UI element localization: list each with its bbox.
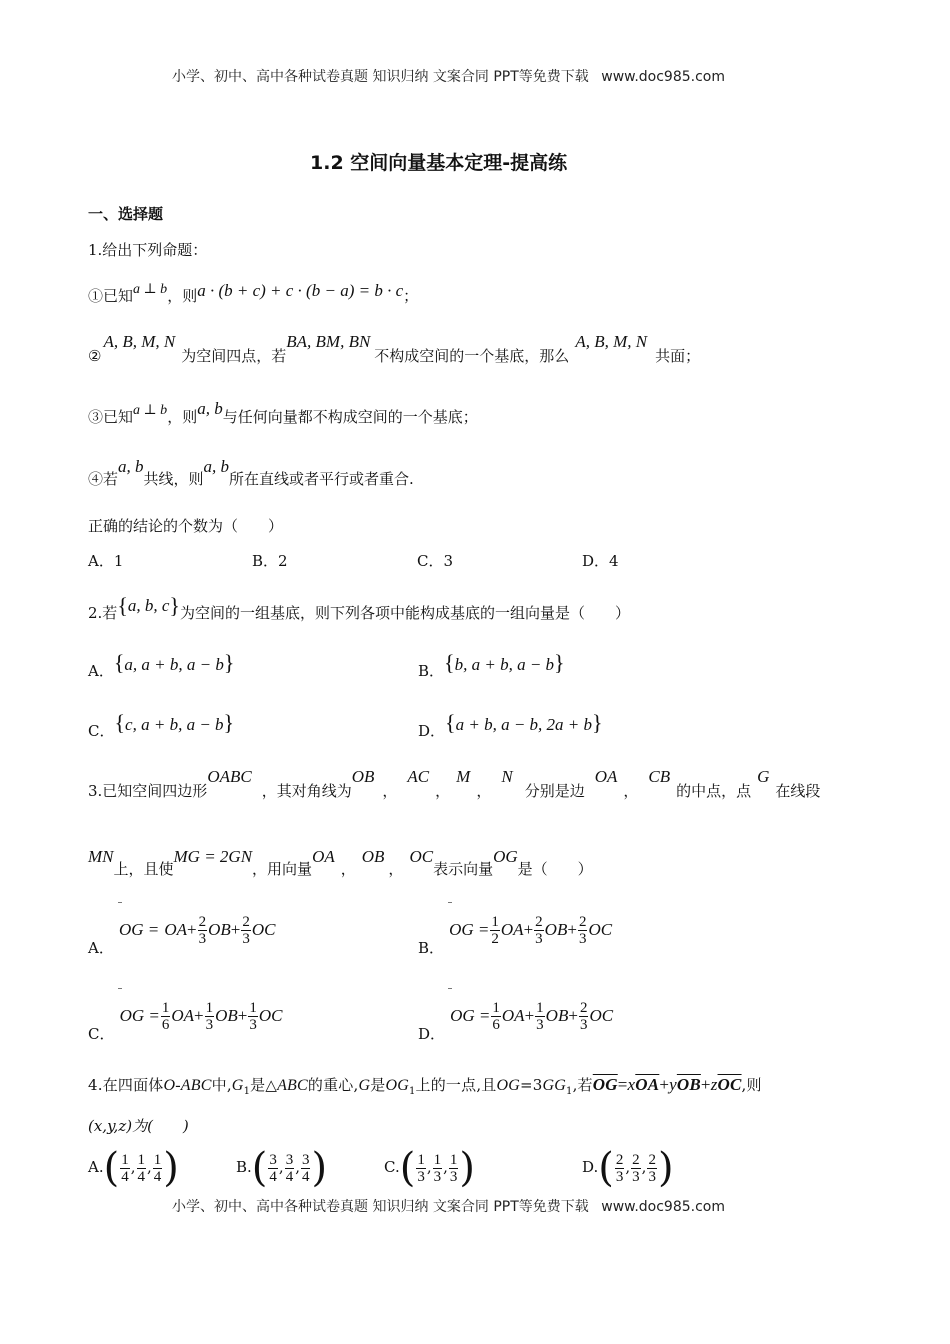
q1-proposition-2 [88,332,701,366]
subscript: 1 [566,1086,573,1097]
math: OC [258,1006,283,1025]
math: O-ABC [163,1077,212,1094]
math: OA [171,1006,195,1025]
math: OG = [450,1006,491,1025]
header-text: 小学、初中、高中各种试卷真题 知识归纳 文案合同 PPT等免费下载 [172,69,589,85]
text: 3.已知空间四边形 [88,782,208,800]
text: ，则 [167,408,198,426]
text: ， [476,782,492,800]
fraction [241,914,251,947]
fraction [491,1000,501,1033]
math: + [523,920,534,939]
q4-option-a [88,1145,179,1191]
numerator: 1 [449,1151,458,1168]
fraction [631,1152,641,1185]
q1-option-a: A．1 [88,552,124,570]
text: ， [382,782,398,800]
math: G [358,1077,371,1094]
text: 4.在四面体 [88,1076,164,1094]
option-label: B. [236,1158,252,1176]
comma: , [625,1158,631,1176]
text: ② [88,347,102,365]
q1-ask: 正确的结论的个数为（ ） [88,517,284,535]
numerator: 1 [492,1000,500,1016]
math: OC [588,920,613,939]
math: b, a + b, a − b [454,655,555,674]
brace-left: { [113,650,125,675]
section-heading: 一、选择题 [88,205,164,223]
paren-right: ) [311,1145,328,1191]
numerator: 1 [137,1151,145,1168]
denominator: 3 [632,1168,640,1185]
math: OG [496,1077,520,1094]
numerator: 1 [249,1000,257,1016]
option-label: A. [88,1158,104,1176]
text: ④若 [88,470,119,488]
denominator: 3 [579,1017,588,1033]
denominator: 3 [615,1168,624,1185]
comma: , [130,1158,136,1176]
math: OG [385,1077,409,1094]
text: 与任何向量都不构成空间的一个基底； [222,408,478,426]
text: 为空间的一组基底，则下列各项中能构成基底的一组向量是（ ） [179,604,630,622]
q3-stem-line1 [88,767,821,801]
numerator: 3 [269,1151,277,1168]
math: OA [164,920,187,939]
text: 的中点，点 [676,782,752,800]
paren-left: ( [103,1145,120,1191]
paren-right: ) [657,1145,674,1191]
comma: , [295,1158,300,1176]
text: 是（ ） [517,860,593,878]
numerator: 3 [285,1151,294,1168]
math: G [757,767,770,786]
text: 不构成空间的一个基底，那么 [374,347,570,365]
math: A, B, M, N [103,332,176,351]
math: OB [208,920,231,939]
math: a, b, c [127,596,170,615]
text: ③已知 [88,408,134,426]
fraction [301,1152,311,1185]
numerator: 1 [536,1000,544,1016]
q1-proposition-1 [88,281,419,306]
page-footer [172,1196,725,1216]
math: + [194,1006,204,1025]
vector: $\overline{OG}$ [592,1075,618,1094]
math: z [710,1075,718,1094]
brace-right: } [223,650,235,675]
option-label: C． [88,722,115,740]
paren-left: ( [399,1145,416,1191]
numerator: 2 [648,1151,656,1168]
text: 是△ [250,1076,278,1094]
math: N [501,767,513,786]
denominator: 3 [535,931,543,947]
text: 上，且使 [113,860,174,878]
q3-option-c [88,990,283,1043]
numerator: 1 [161,1000,170,1016]
text: ， [388,860,404,878]
footer-text: 小学、初中、高中各种试卷真题 知识归纳 文案合同 PPT等免费下载 [172,1199,589,1215]
q2-stem [88,593,630,624]
math: a + b, a − b, 2a + b [455,715,593,734]
numerator: 1 [417,1151,425,1168]
text: ， [623,782,639,800]
numerator: 2 [615,1151,624,1168]
vector-bar [448,988,452,989]
math: OC [589,1006,614,1025]
math: OA [594,767,618,786]
text: 分别是边 [524,782,585,800]
denominator: 4 [121,1168,129,1185]
math: + [700,1075,711,1094]
fraction [490,914,500,947]
math: BA, BM, BN [286,332,371,351]
comma: , [641,1158,647,1176]
text: ， [435,782,451,800]
option-label: D． [418,722,446,740]
header-url: www.doc985.com [601,69,725,85]
fraction [198,914,208,947]
q4-stem-line1 [88,1074,762,1097]
math: ABC [277,1077,308,1094]
option-label: C． [88,1025,115,1043]
q3-stem-line2 [88,847,593,879]
denominator: 3 [198,931,207,947]
math: OG = [119,1006,160,1025]
comma: , [278,1158,284,1176]
fraction [615,1152,625,1185]
brace-right: } [223,710,235,735]
vector-bar [118,988,122,989]
q1-option-c: C．3 [417,552,454,570]
math: + [568,1006,578,1025]
text: 共线，则 [143,470,204,488]
math: OG = [118,920,160,939]
numerator: 3 [301,1151,310,1168]
numerator: 2 [198,914,207,930]
numerator: 1 [491,914,499,930]
text: 是 [370,1076,386,1094]
numerator: 1 [121,1151,129,1168]
text: 中, [211,1076,232,1094]
math: OB [544,920,568,939]
text: ,则 [741,1076,762,1094]
brace-right: } [554,650,565,675]
text: ，其对角线为 [261,782,352,800]
fraction [268,1152,278,1185]
denominator: 3 [249,1017,257,1033]
option-label: D． [418,1025,446,1043]
text: 的重心, [307,1076,359,1094]
math: y [669,1075,677,1094]
q2-option-c [88,710,235,740]
text: 上的一点,且 [415,1076,497,1094]
math: a ⊥ b [133,403,168,418]
brace-right: } [592,710,603,735]
denominator: 3 [449,1168,458,1185]
denominator: 4 [137,1168,145,1185]
fraction [534,914,544,947]
numerator: 1 [433,1151,442,1168]
denominator: 4 [301,1168,310,1185]
vector: $\overline{OB}$ [676,1075,701,1094]
paren-right: ) [163,1145,179,1191]
text: ,若 [572,1076,593,1094]
denominator: 6 [161,1017,170,1033]
option-label: B． [418,939,445,957]
math: G [231,1077,244,1094]
math: OB [545,1006,569,1025]
math: CB [648,767,671,786]
math: OB [215,1006,238,1025]
math: + [659,1075,670,1094]
math: OABC [207,767,252,786]
fraction [647,1152,657,1185]
denominator: 3 [205,1017,214,1033]
numerator: 2 [242,914,250,930]
numerator: 2 [578,914,587,930]
denominator: 3 [648,1168,656,1185]
subscript: 1 [408,1086,416,1097]
numerator: 2 [535,914,543,930]
q2-option-d [418,710,603,740]
subscript: 1 [243,1086,251,1097]
brace-left: { [117,593,128,618]
math: + [524,1006,535,1025]
q3-option-b [418,904,613,957]
text: 表示向量 [433,860,494,878]
fraction [153,1152,163,1185]
text: =3 [520,1076,543,1094]
numerator: 1 [153,1151,162,1168]
comma: , [443,1158,448,1176]
math: x [627,1075,636,1094]
numerator: 1 [205,1000,214,1016]
page-header [172,66,725,86]
q4-stem-line2: (x,y,z)为( ) [88,1117,189,1135]
text: 在线段 [775,782,821,800]
text: 2.若 [88,604,118,622]
denominator: 3 [578,931,587,947]
fraction [535,1000,545,1033]
option-label: A． [88,662,114,680]
text: 所在直线或者平行或者重合. [229,470,414,488]
option-label: D. [582,1158,599,1176]
denominator: 2 [491,931,499,947]
q4-option-c [384,1145,475,1191]
denominator: 4 [269,1168,277,1185]
fraction [120,1152,130,1185]
paren-left: ( [251,1145,268,1191]
math: c, a + b, a − b [125,715,224,734]
math: OA [500,920,524,939]
paren-left: ( [598,1145,614,1191]
q2-option-a [88,650,235,680]
text: ， [340,860,356,878]
math: + [567,920,577,939]
fraction [416,1152,426,1185]
math: OB [361,847,385,866]
fraction [161,1000,171,1033]
option-label: C. [384,1158,400,1176]
math: OA [312,847,335,866]
text: 共面； [655,347,701,365]
denominator: 3 [242,931,250,947]
q4-option-d [582,1145,674,1191]
math: + [237,1006,248,1025]
fraction [578,914,588,947]
text: 为空间四点，若 [181,347,287,365]
math: a · (b + c) + c · (b − a) = b · c [197,281,404,300]
math: a ⊥ b [133,282,168,297]
math: + [230,920,241,939]
denominator: 4 [285,1168,294,1185]
math: A, B, M, N [575,332,648,351]
math: OC [251,920,276,939]
math: OA [501,1006,525,1025]
math: a, a + b, a − b [124,655,224,674]
denominator: 6 [492,1017,500,1033]
vector: $\overline{OA}$ [635,1075,660,1094]
numerator: 2 [632,1151,640,1168]
math: MN [88,847,114,866]
vector-bar [118,902,122,903]
math: OG [493,847,518,866]
fraction [205,1000,215,1033]
q3-option-d [418,990,614,1043]
fraction [285,1152,295,1185]
q3-option-a [88,904,276,957]
comma: , [147,1158,152,1176]
q2-option-b [418,650,565,680]
fraction [248,1000,258,1033]
text: ，用向量 [252,860,313,878]
option-label: B． [418,662,445,680]
paren-right: ) [459,1145,475,1191]
fraction [137,1152,147,1185]
q1-proposition-4 [88,457,414,489]
math: a, b [197,399,223,418]
math: OG = [449,920,490,939]
q4-option-b [236,1145,328,1191]
math: GG [542,1077,567,1094]
text: ； [403,287,419,305]
fraction [449,1152,459,1185]
math: a, b [203,457,230,476]
text: ，则 [167,287,198,305]
vector: $\overline{OC}$ [717,1075,742,1094]
fraction [579,1000,589,1033]
option-label: A． [88,939,114,957]
q1-proposition-3 [88,399,478,427]
text: ①已知 [88,287,134,305]
footer-url: www.doc985.com [601,1199,725,1215]
denominator: 3 [536,1017,544,1033]
brace-left: { [445,710,456,735]
brace-left: { [114,710,126,735]
q1-option-d: D．4 [582,552,619,570]
denominator: 3 [433,1168,442,1185]
denominator: 4 [153,1168,162,1185]
brace-right: } [169,593,180,618]
fraction [433,1152,443,1185]
math: M [456,767,471,786]
numerator: 2 [579,1000,588,1016]
q1-stem: 1.给出下列命题： [88,241,208,259]
q1-option-b: B．2 [252,552,288,570]
comma: , [426,1158,432,1176]
math: a, b [118,457,144,476]
math: + [186,920,197,939]
math: OB [351,767,375,786]
math: MG = 2GN [173,847,253,866]
math: = [617,1075,628,1094]
math: AC [407,767,430,786]
math: OC [409,847,434,866]
denominator: 3 [417,1168,425,1185]
vector-bar [448,902,452,903]
brace-left: { [444,650,455,675]
page-title: 1.2 空间向量基本定理-提高练 [310,152,568,174]
